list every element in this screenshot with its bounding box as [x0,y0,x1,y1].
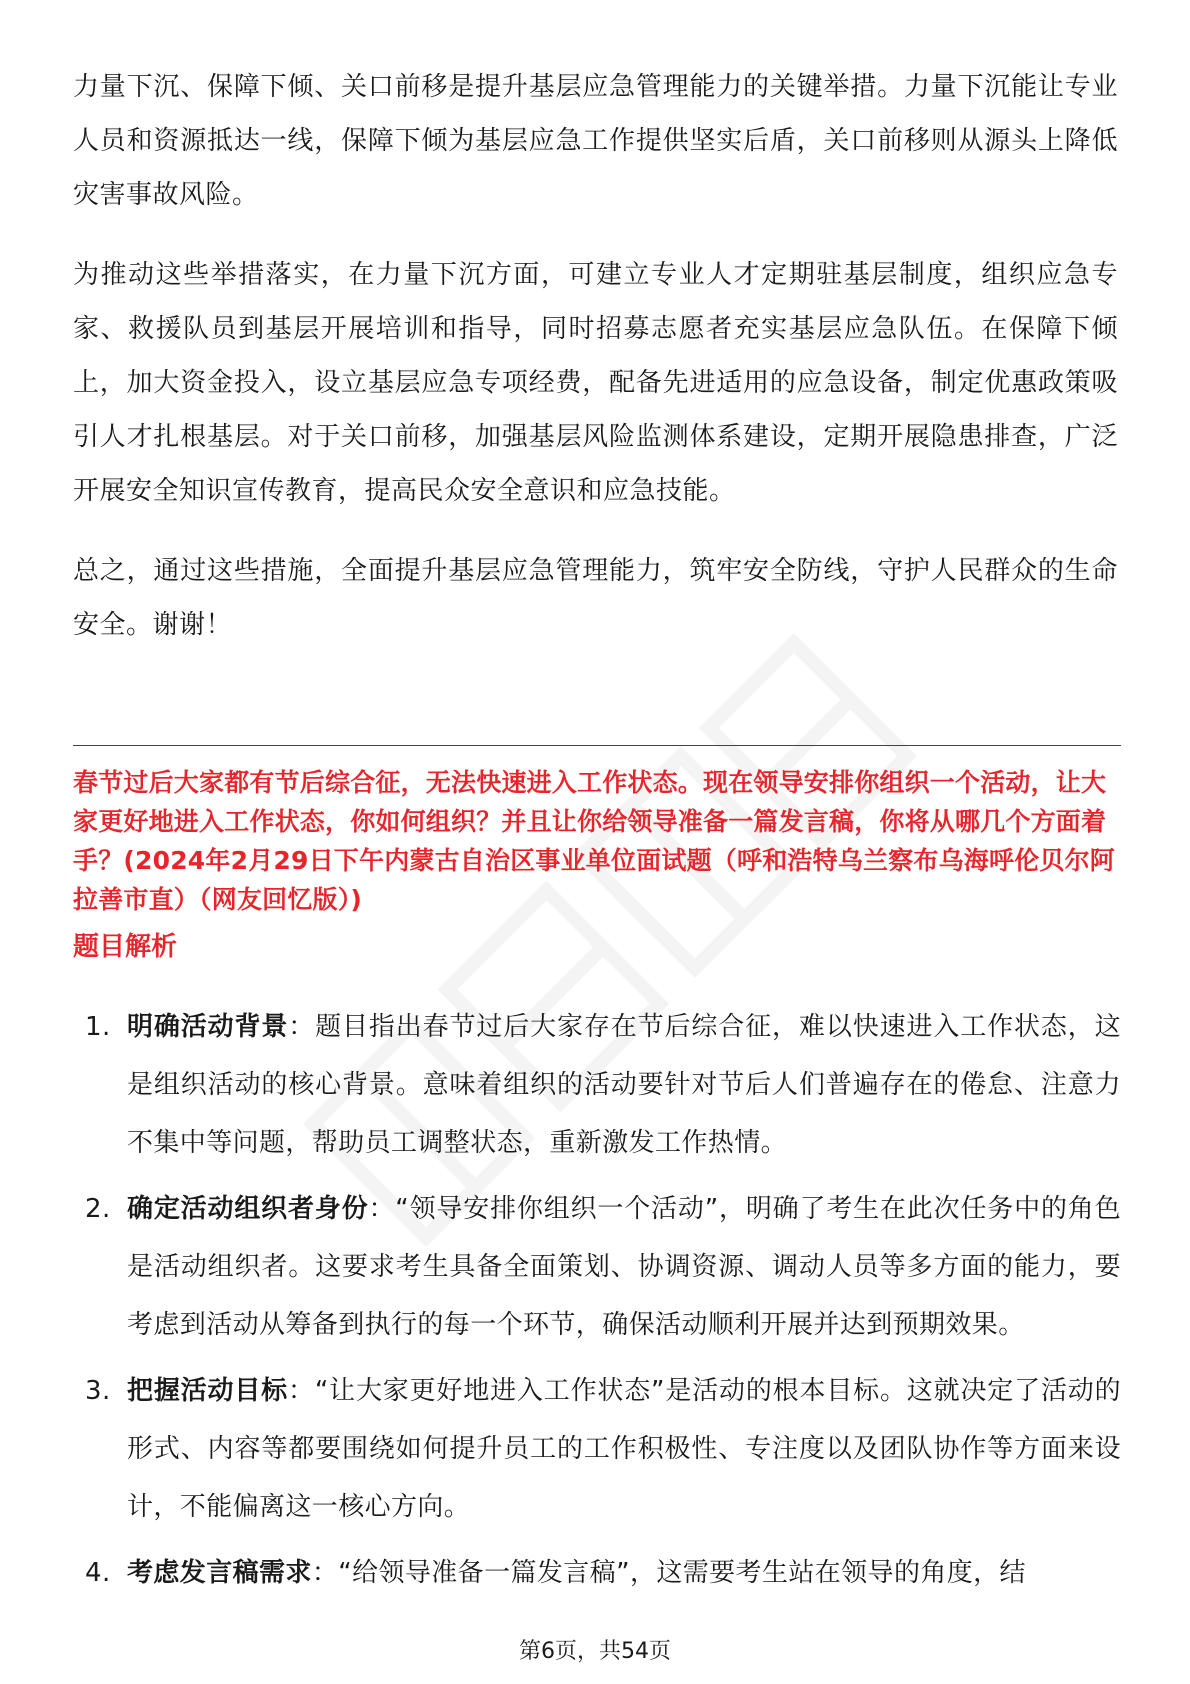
list-item [73,1544,1121,1602]
section-divider [73,745,1121,746]
item-number: 2. [85,1194,111,1224]
item-number: 1. [85,1012,111,1042]
item-number: 4. [85,1558,111,1588]
item-text: ：题目指出春节过后大家存在节后综合征，难以快速进入工作状态，这是组织活动的核心背景。意味着组织的活动要针对节后人们普遍存在的倦怠、注意力不集中等问题，帮助员工调整状态，重新激发工作热情。 [127,1012,1121,1158]
question-heading: 春节过后大家都有节后综合征，无法快速进入工作状态。现在领导安排你组织一个活动，让大家更好地进入工作状态，你如何组织？并且让你给领导准备一篇发言稿，你将从哪几个方面着手？(2024年2月29日下午内蒙古自治区事业单位面试题（呼和浩特乌兰察布乌海呼伦贝尔阿拉善市直）（网友回忆版）) [73,768,1115,914]
paragraph: 为推动这些举措落实，在力量下沉方面，可建立专业人才定期驻基层制度，组织应急专家、救援队员到基层开展培训和指导，同时招募志愿者充实基层应急队伍。在保障下倾上，加大资金投入，设立基层应急专项经费，配备先进适用的应急设备，制定优惠政策吸引人才扎根基层。对于关口前移，加强基层风险监测体系建设，定期开展隐患排查，广泛开展安全知识宣传教育，提高民众安全意识和应急技能。 [73,260,1118,506]
list-item [73,998,1121,1172]
paragraph: 力量下沉、保障下倾、关口前移是提升基层应急管理能力的关键举措。力量下沉能让专业人员和资源抵达一线，保障下倾为基层应急工作提供坚实后盾，关口前移则从源头上降低灾害事故风险。 [73,72,1118,210]
item-heading: 把握活动目标 [127,1376,288,1406]
analysis-title: 题目解析 [73,932,178,962]
item-heading: 明确活动背景 [127,1012,289,1042]
analysis-list [73,998,1121,1610]
item-heading: 确定活动组织者身份 [127,1194,369,1224]
answer-body [73,60,1118,678]
paragraph: 总之，通过这些措施，全面提升基层应急管理能力，筑牢安全防线，守护人民群众的生命安全。谢谢！ [73,556,1118,640]
item-text: ：“让大家更好地进入工作状态”是活动的根本目标。这就决定了活动的形式、内容等都要围绕如何提升员工的工作积极性、专注度以及团队协作等方面来设计，不能偏离这一核心方向。 [127,1376,1121,1522]
item-number: 3. [85,1376,111,1406]
item-text: ：“领导安排你组织一个活动”，明确了考生在此次任务中的角色是活动组织者。这要求考生具备全面策划、协调资源、调动人员等多方面的能力，要考虑到活动从筹备到执行的每一个环节，确保活动顺利开展并达到预期效果。 [127,1194,1121,1340]
list-item [73,1362,1121,1536]
item-heading: 考虑发言稿需求 [127,1558,312,1588]
list-item [73,1180,1121,1354]
page-footer: 第6页，共54页 [519,1639,671,1664]
item-text: ：“给领导准备一篇发言稿”，这需要考生站在领导的角度，结 [311,1558,1026,1588]
